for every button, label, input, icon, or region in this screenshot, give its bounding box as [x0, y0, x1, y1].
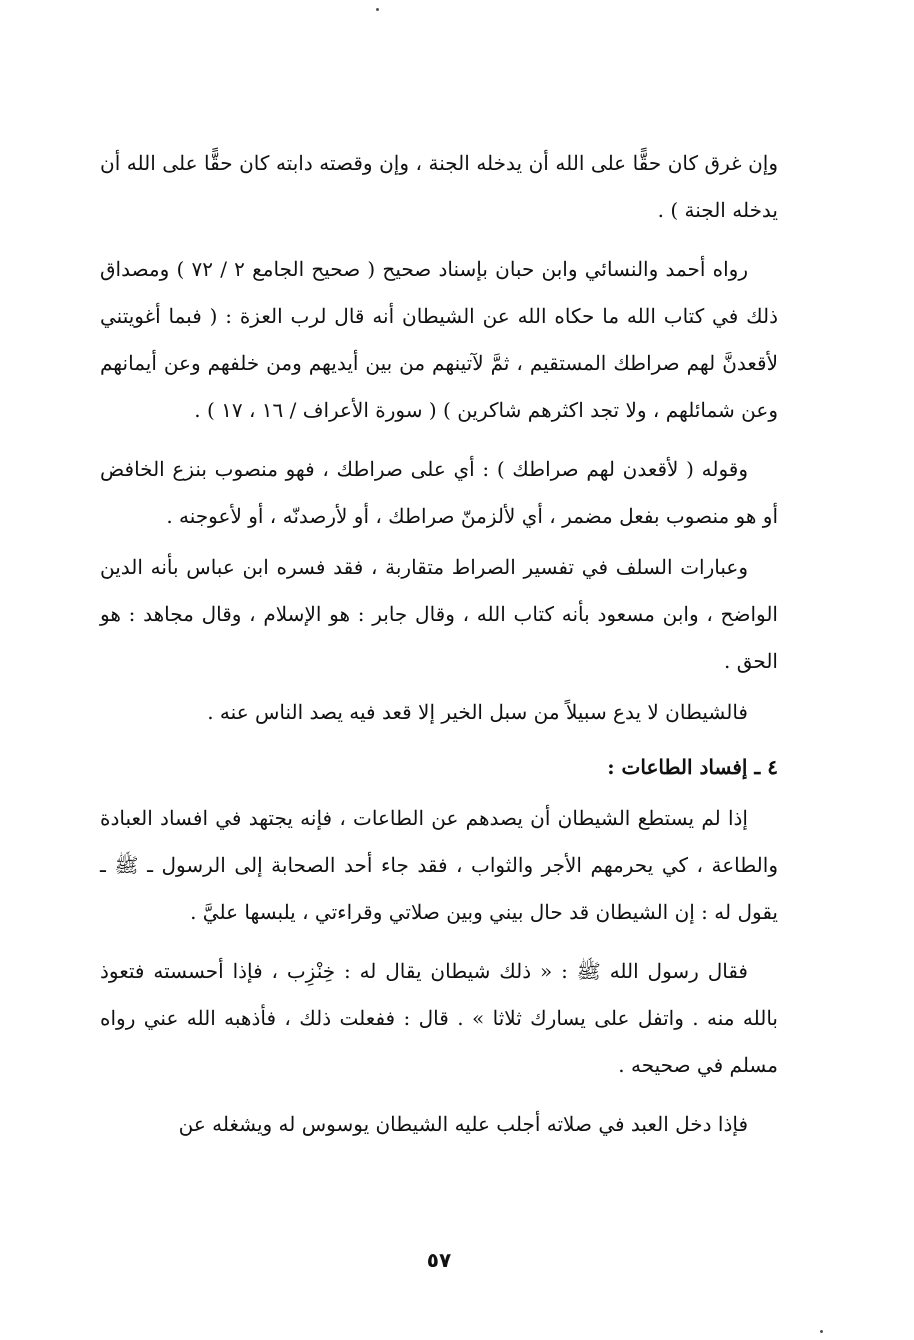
- page-body: [100, 140, 778, 1148]
- section-heading: ٤ ـ إفساد الطاعات :: [607, 755, 778, 779]
- paragraph-4: وعبارات السلف في تفسير الصراط متقاربة ، فقد فسره ابن عباس بأنه الدين الواضح ، وابن مسعود بأنه كتاب الله ، وقال جابر : هو الإسلام ، وقال مجاهد : هو الحق .: [100, 555, 778, 673]
- paragraph-7: فقال رسول الله ﷺ : « ذلك شيطان يقال له : خِنْزِب ، فإذا أحسسته فتعوذ بالله منه . واتفل على يسارك ثلاثا » . قال : ففعلت ذلك ، فأذهبه الله عني رواه مسلم في صحيحه .: [100, 959, 778, 1077]
- paragraph-2: رواه أحمد والنسائي وابن حبان بإسناد صحيح ( صحيح الجامع ٢ / ٧٢ ) ومصداق ذلك في كتاب الله ما حكاه الله عن الشيطان أنه قال لرب العزة : ( فبما أغويتني لأقعدنَّ لهم صراطك المستقيم ، ثمَّ لآتينهم من بين أيديهم ومن خلفهم وعن أيمانهم وعن شمائلهم ، ولا تجد اكثرهم شاكرين ) ( سورة الأعراف / ١٦ ، ١٧ ) .: [100, 257, 778, 422]
- paragraph-3: وقوله ( لأقعدن لهم صراطك ) : أي على صراطك ، فهو منصوب بنزع الخافض أو هو منصوب بفعل مضمر ، أي لألزمنّ صراطك ، أو لأرصدنّه ، أو لأعوجنه .: [100, 457, 778, 528]
- paragraph-5: فالشيطان لا يدع سبيلاً من سبل الخير إلا قعد فيه يصد الناس عنه .: [207, 700, 748, 724]
- scan-speck: [820, 1330, 823, 1333]
- page-number: ٥٧: [426, 1248, 452, 1272]
- paragraph-1: وإن غرق كان حقًّا على الله أن يدخله الجنة ، وإن وقصته دابته كان حقًّا على الله أن يدخله الجنة ) .: [100, 151, 778, 222]
- paragraph-8: فإذا دخل العبد في صلاته أجلب عليه الشيطان يوسوس له ويشغله عن: [178, 1112, 748, 1136]
- scan-speck: [376, 8, 379, 11]
- paragraph-6: إذا لم يستطع الشيطان أن يصدهم عن الطاعات ، فإنه يجتهد في افساد العبادة والطاعة ، كي يحرمهم الأجر والثواب ، فقد جاء أحد الصحابة إلى الرسول ـ ﷺ ـ يقول له : إن الشيطان قد حال بيني وبين صلاتي وقراءتي ، يلبسها عليَّ .: [100, 806, 778, 924]
